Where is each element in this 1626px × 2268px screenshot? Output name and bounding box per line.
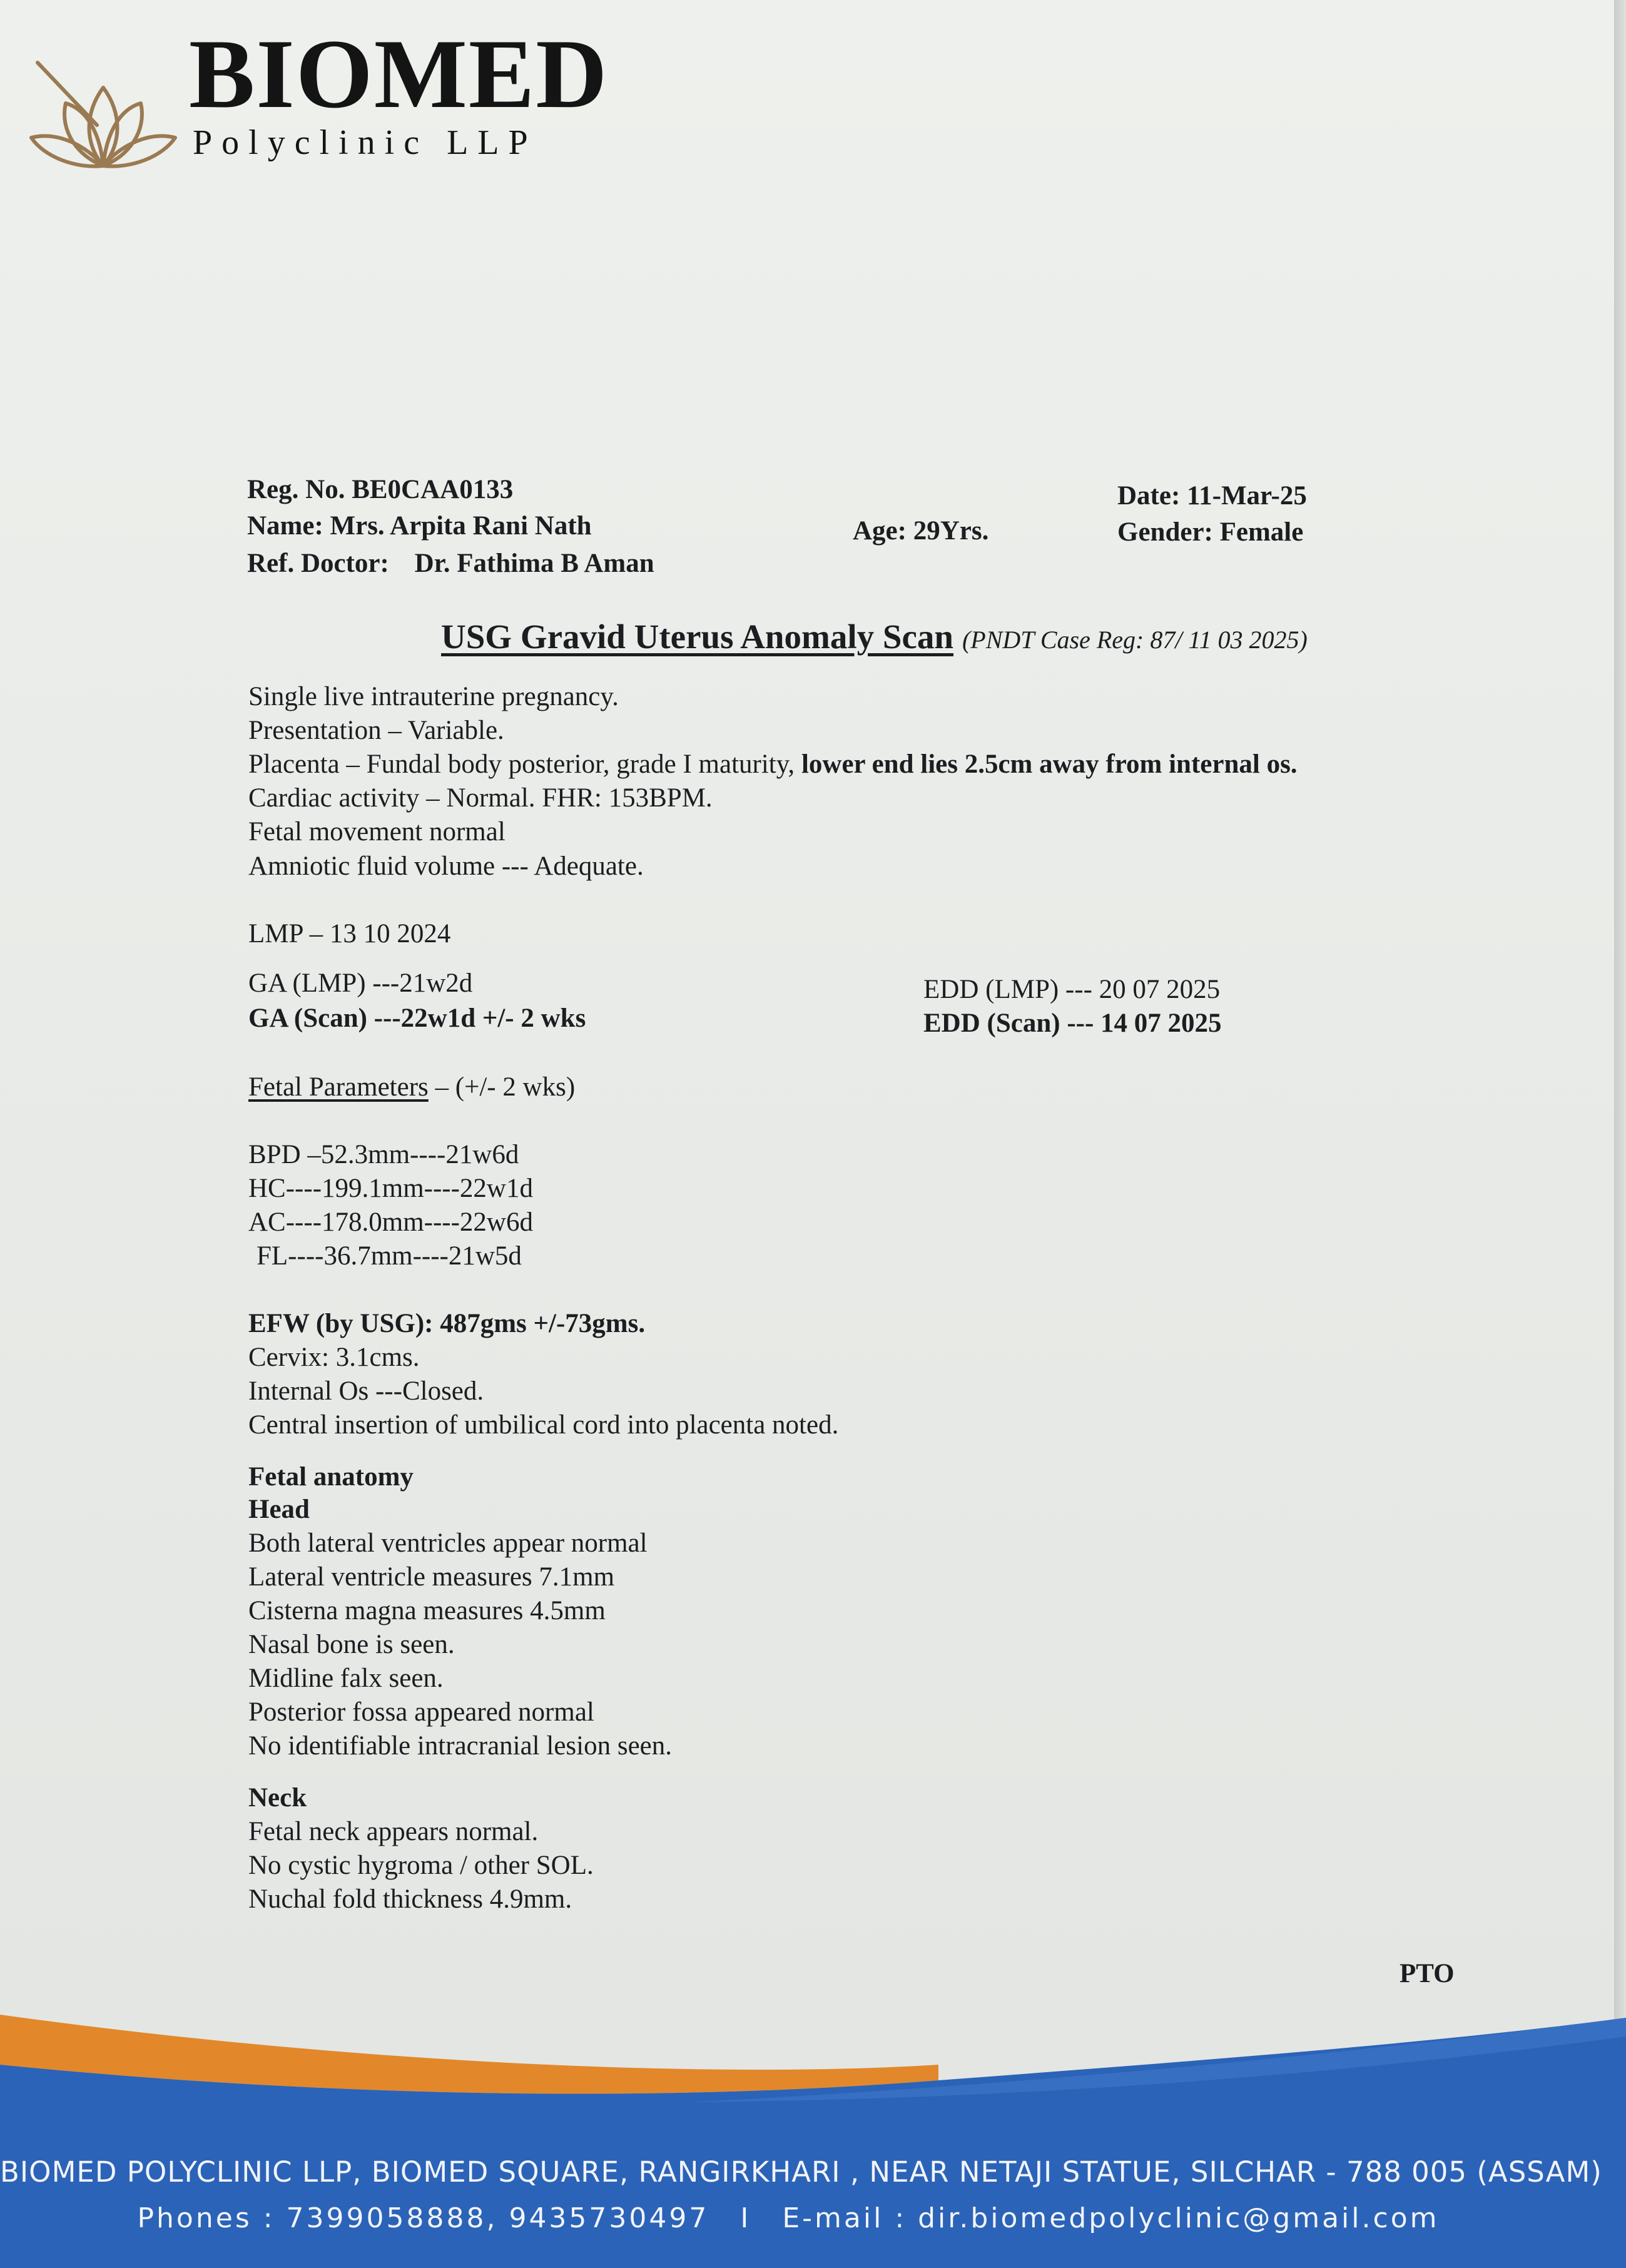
param-ac: AC----178.0mm----22w6d [248,1208,533,1237]
fetal-parameters-label: Fetal Parameters [248,1072,429,1102]
footer-separator: I [740,2202,751,2234]
ga-scan: GA (Scan) ---22w1d +/- 2 wks [248,1004,586,1033]
brand-name: BIOMED [189,19,609,129]
head-finding: Nasal bone is seen. [248,1630,455,1659]
report-date: Date: 11-Mar-25 [1117,481,1307,511]
fetal-anatomy-heading: Fetal anatomy [248,1462,414,1492]
head-finding: Midline falx seen. [248,1664,444,1693]
ref-doctor-row [247,547,654,580]
lmp: LMP – 13 10 2024 [248,919,451,948]
footer-email: E-mail : dir.biomedpolyclinic@gmail.com [782,2202,1440,2234]
cervix: Cervix: 3.1cms. [248,1343,420,1372]
page-edge [1614,0,1626,2268]
report-title-row [441,616,1308,658]
finding-line: Presentation – Variable. [248,716,504,745]
reg-number: Reg. No. BE0CAA0133 [247,475,514,504]
param-bpd: BPD –52.3mm----21w6d [248,1140,519,1169]
patient-gender: Gender: Female [1117,517,1304,547]
finding-line: Cardiac activity – Normal. FHR: 153BPM. [248,783,713,813]
brand-subtitle: Polyclinic LLP [193,123,537,162]
neck-finding: Fetal neck appears normal. [248,1817,539,1846]
cord-insertion: Central insertion of umbilical cord into placenta noted. [248,1410,839,1440]
param-fl: FL----36.7mm----21w5d [257,1241,522,1271]
letterhead [25,19,651,181]
edd-lmp: EDD (LMP) --- 20 07 2025 [923,975,1221,1004]
patient-name: Name: Mrs. Arpita Rani Nath [247,511,592,541]
neck-heading: Neck [248,1783,307,1813]
finding-placenta [248,748,1298,781]
finding-line: Amniotic fluid volume --- Adequate. [248,852,644,881]
finding-line: Single live intrauterine pregnancy. [248,682,619,711]
footer-address: BIOMED POLYCLINIC LLP, BIOMED SQUARE, RANGIRKHARI , NEAR NETAJI STATUE, SILCHAR - 788 005 (ASSAM) [0,2155,1602,2189]
placenta-emphasis: lower end lies 2.5cm away from internal os. [801,750,1298,779]
head-finding: No identifiable intracranial lesion seen. [248,1731,672,1761]
neck-finding: Nuchal fold thickness 4.9mm. [248,1884,572,1914]
fetal-parameters-note: – (+/- 2 wks) [428,1072,576,1102]
finding-line: Fetal movement normal [248,817,506,847]
internal-os: Internal Os ---Closed. [248,1376,484,1406]
patient-age: Age: 29Yrs. [853,516,989,546]
ref-doctor-label: Ref. Doctor: [247,549,389,578]
ga-lmp: GA (LMP) ---21w2d [248,969,473,998]
placenta-text: Placenta – Fundal body posterior, grade I maturity, [248,750,795,779]
lotus-logo-icon [25,50,181,181]
footer-band [0,1999,1626,2268]
head-finding: Both lateral ventricles appear normal [248,1528,648,1558]
head-finding: Cisterna magna measures 4.5mm [248,1596,606,1625]
pto-marker: PTO [1400,1959,1455,1988]
report-title: USG Gravid Uterus Anomaly Scan [441,618,953,656]
pndt-case-reg: (PNDT Case Reg: 87/ 11 03 2025) [962,626,1308,654]
param-hc: HC----199.1mm----22w1d [248,1174,533,1203]
efw: EFW (by USG): 487gms +/-73gms. [248,1309,646,1338]
ref-doctor-name: Dr. Fathima B Aman [414,549,654,578]
neck-finding: No cystic hygroma / other SOL. [248,1851,594,1880]
edd-scan: EDD (Scan) --- 14 07 2025 [923,1009,1222,1038]
footer-contact [0,2202,1577,2234]
footer-phones: Phones : 7399058888, 9435730497 [137,2202,709,2234]
head-finding: Posterior fossa appeared normal [248,1697,594,1727]
head-heading: Head [248,1495,310,1524]
fetal-parameters-heading [248,1071,575,1104]
head-finding: Lateral ventricle measures 7.1mm [248,1562,615,1592]
